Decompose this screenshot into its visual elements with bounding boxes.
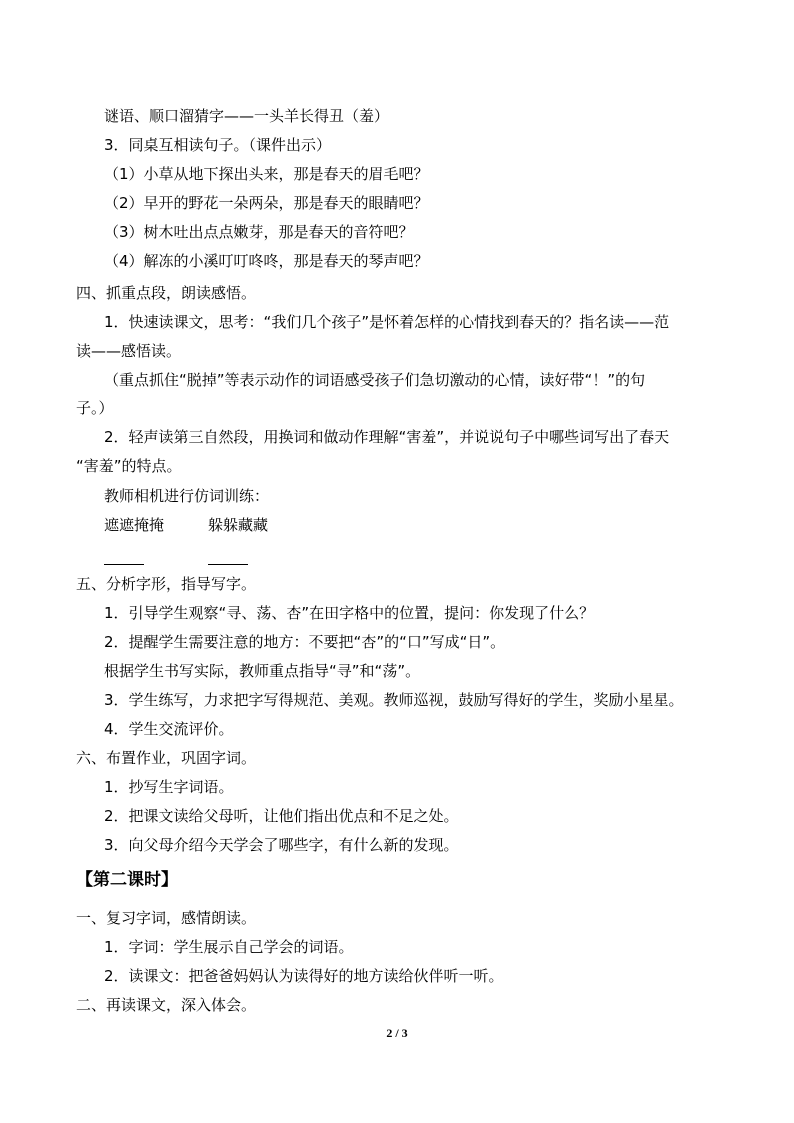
- step-5-4: 4．学生交流评价。: [104, 720, 234, 738]
- emphasis-note-line-1: （重点抓住“脱掉”等表示动作的词语感受孩子们急切激动的心情，读好带“！”的句: [104, 371, 646, 389]
- sentence-4: （4）解冻的小溪叮叮咚咚，那是春天的琴声吧？: [104, 252, 429, 270]
- second-lesson-heading: 【第二课时】: [76, 870, 178, 890]
- step-5-3: 3．学生练写，力求把字写得规范、美观。教师巡视，鼓励写得好的学生，奖励小星星。: [104, 691, 684, 709]
- homework-1: 1．抄写生字词语。: [104, 778, 234, 796]
- step-4-1-line-2: 读——感悟读。: [76, 342, 182, 360]
- riddle-line: 谜语、顺口溜猜字——一头羊长得丑（羞）: [104, 107, 390, 125]
- step-4-2-line-2: “害羞”的特点。: [76, 457, 182, 475]
- word-training-intro: 教师相机进行仿词训练：: [104, 487, 270, 505]
- homework-2: 2．把课文读给父母听，让他们指出优点和不足之处。: [104, 807, 459, 825]
- step-4-2-line-1: 2．轻声读第三自然段，用换词和做动作理解“害羞”，并说说句子中哪些词写出了春天: [104, 428, 670, 446]
- homework-3: 3．向父母介绍今天学会了哪些字，有什么新的发现。: [104, 836, 459, 854]
- sentence-1: （1）小草从地下探出头来，那是春天的眉毛吧？: [104, 165, 429, 183]
- page-number: 2 / 3: [386, 1026, 408, 1040]
- answer-blank-1: [104, 564, 144, 565]
- lesson-2-section-2-heading: 二、再读课文，深入体会。: [76, 996, 257, 1014]
- step-5-2: 2．提醒学生需要注意的地方：不要把“杏”的“口”写成“日”。: [104, 633, 506, 651]
- sentence-2: （2）早开的野花一朵两朵，那是春天的眼睛吧？: [104, 194, 429, 212]
- lesson-2-section-1-heading: 一、复习字词，感情朗读。: [76, 909, 257, 927]
- section-5-heading: 五、分析字形，指导写字。: [76, 575, 257, 593]
- step-3-partner-reading: 3．同桌互相读句子。（课件出示）: [104, 136, 332, 154]
- example-word-2: 躲躲藏藏: [208, 516, 269, 534]
- lesson-2-step-2: 2．读课文：把爸爸妈妈认为读得好的地方读给伙伴听一听。: [104, 967, 504, 985]
- section-4-heading: 四、抓重点段，朗读感悟。: [76, 284, 257, 302]
- emphasis-note-line-2: 子。）: [76, 399, 114, 417]
- example-word-1: 遮遮掩掩: [104, 516, 165, 534]
- step-5-1: 1．引导学生观察“寻、荡、杏”在田字格中的位置，提问：你发现了什么？: [104, 604, 595, 622]
- step-4-1-line-1: 1．快速读课文，思考：“我们几个孩子”是怀着怎样的心情找到春天的？指名读——范: [104, 313, 670, 331]
- sentence-3: （3）树木吐出点点嫩芽，那是春天的音符吧？: [104, 223, 414, 241]
- lesson-2-step-1: 1．字词：学生展示自己学会的词语。: [104, 938, 354, 956]
- section-6-heading: 六、布置作业，巩固字词。: [76, 749, 257, 767]
- answer-blank-2: [208, 564, 248, 565]
- teacher-guidance-note: 根据学生书写实际，教师重点指导“寻”和“荡”。: [104, 662, 421, 680]
